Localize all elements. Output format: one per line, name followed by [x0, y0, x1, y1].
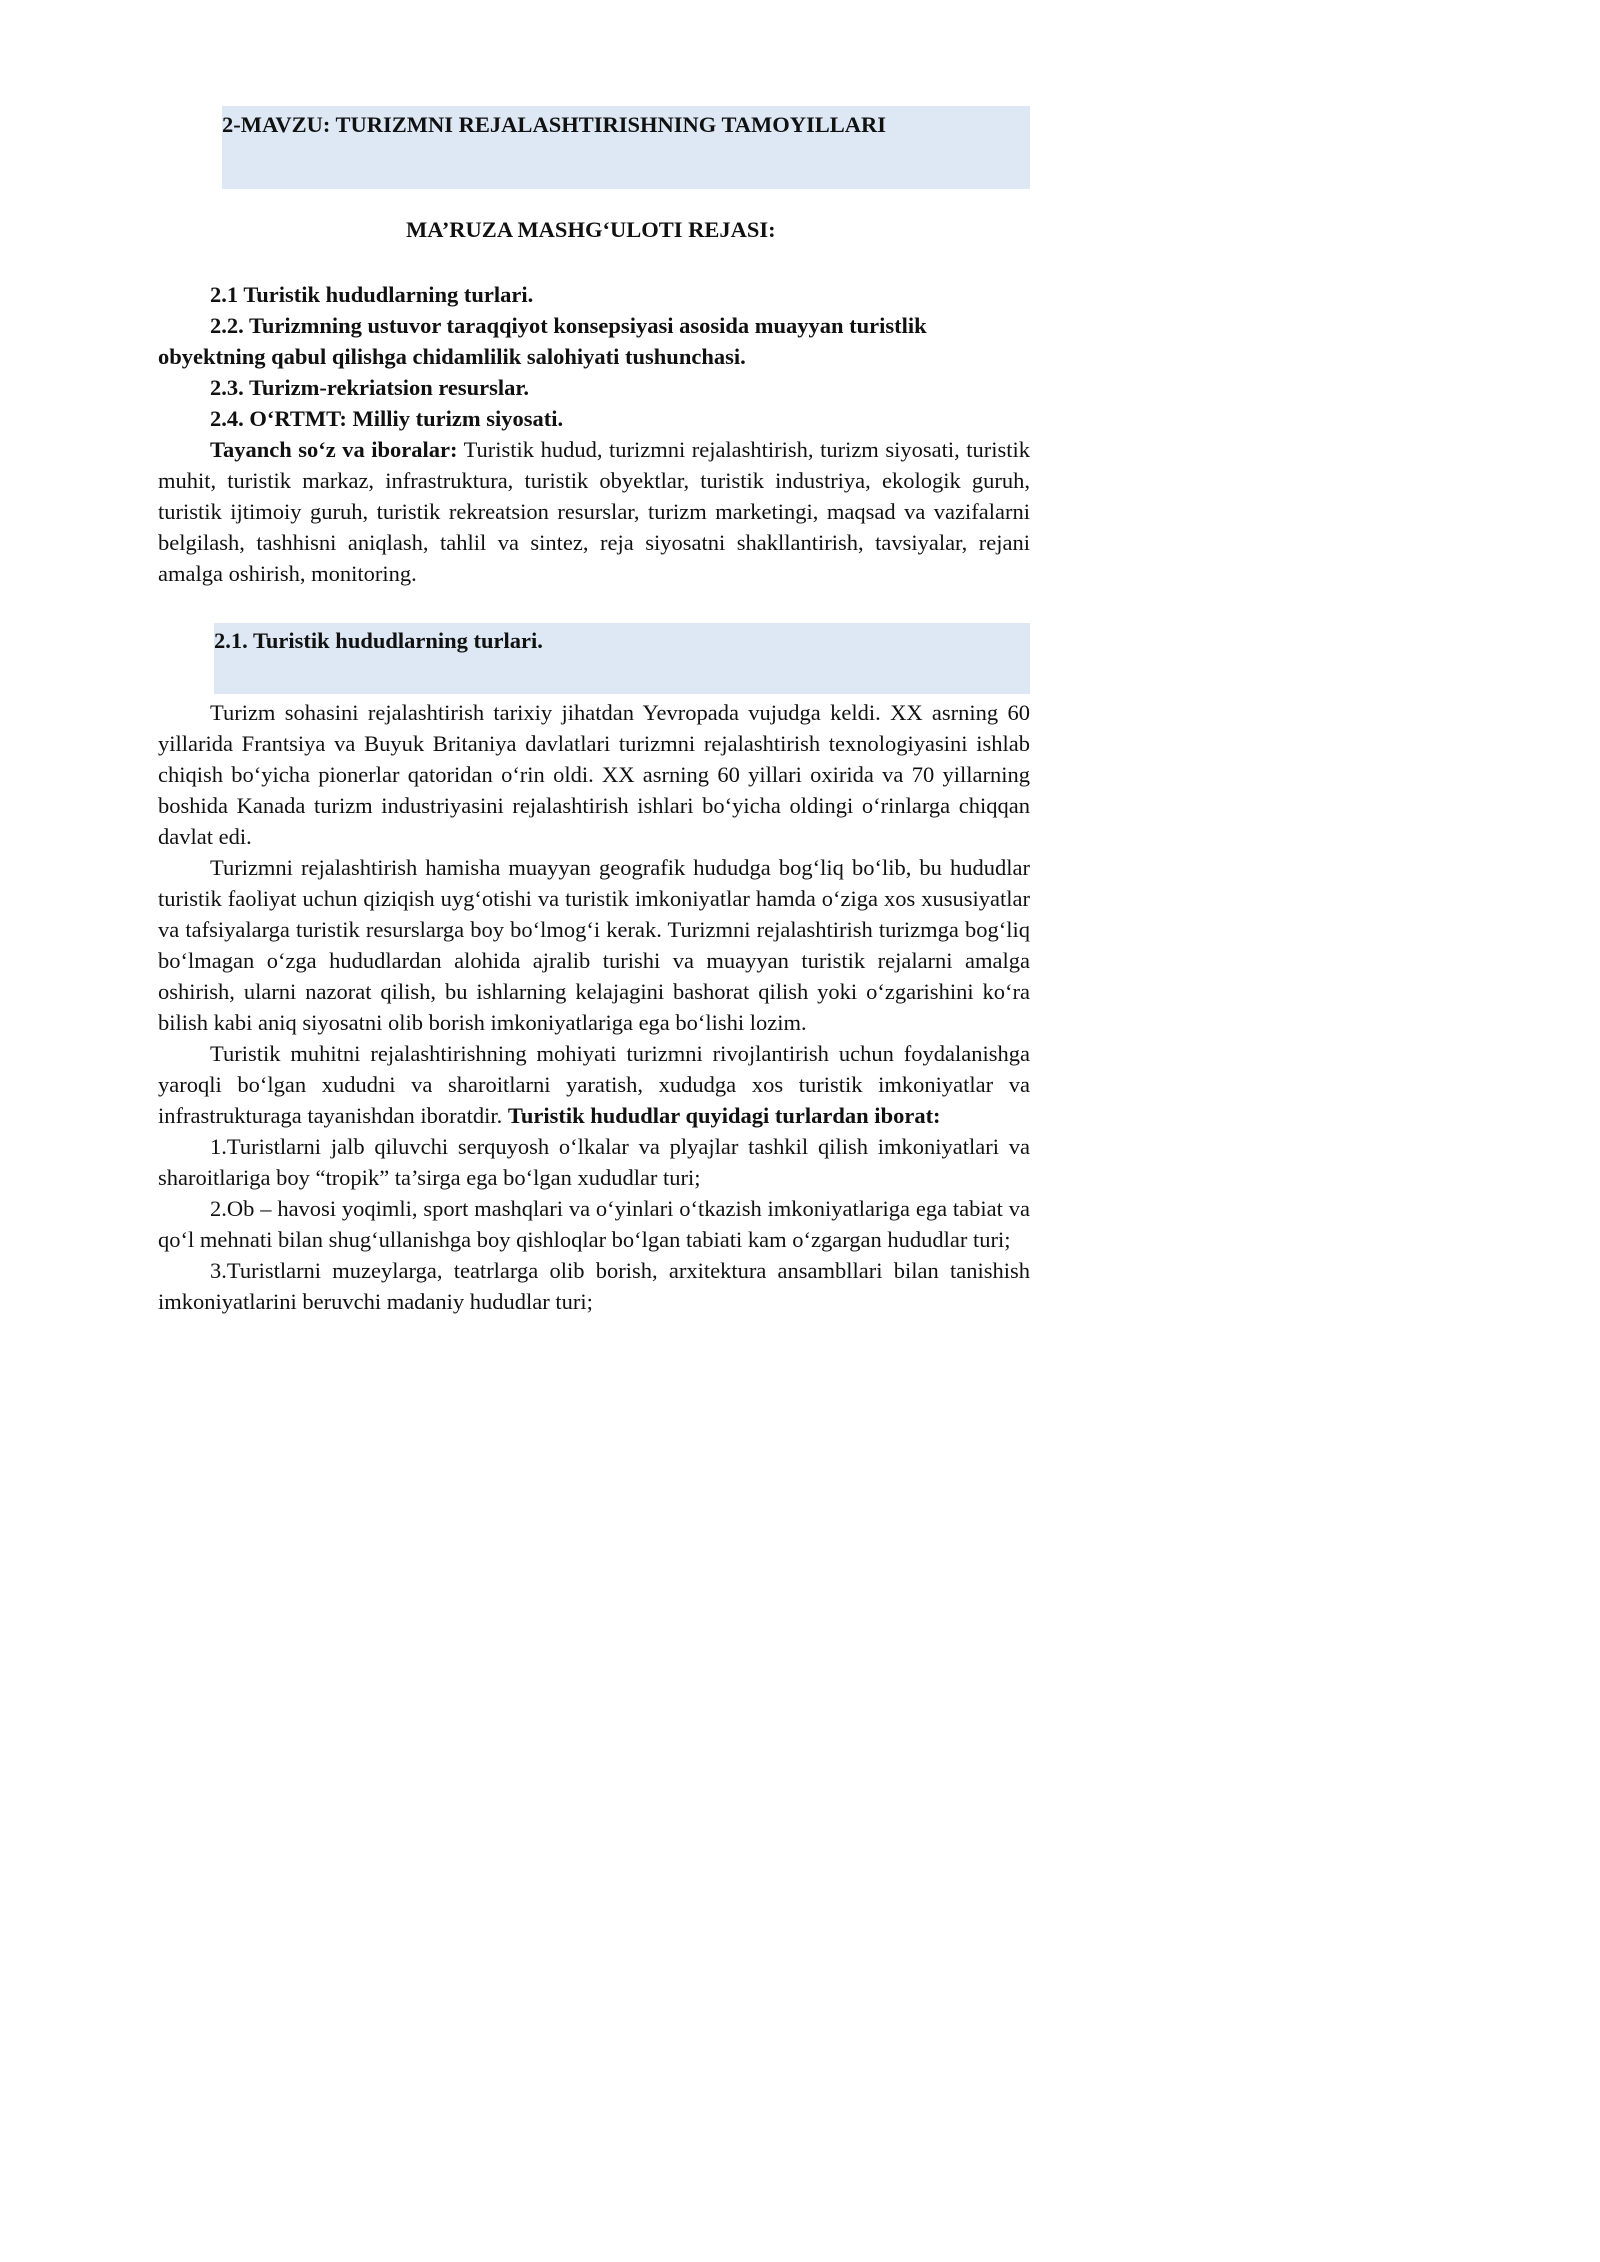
topic-title: 2-MAVZU: TURIZMNI REJALASHTIRISHNING TAMOYILLARI — [222, 112, 887, 137]
section-heading-band — [214, 623, 1030, 694]
body-paragraph: Turizmni rejalashtirish hamisha muayyan geografik hududga bog‘liq bo‘lib, bu hududlar turistik faoliyat uchun qiziqish uyg‘otishi va turistik imkoniyatlar hamda o‘ziga xos xususiyatlar va tafsiyalarga turistik resurslarga boy bo‘lmog‘i kerak. Turizmni rejalashtirish turizmga bog‘liq bo‘lmagan o‘zga hududlardan alohida ajralib turishi va muayyan turistik rejalarni amalga oshirish, ularni nazorat qilish, bu ishlarning kelajagini bashorat qilish yoki o‘zgarishini ko‘ra bilish kabi aniq siyosatni olib borish imkoniyatlariga ega bo‘lishi lozim. — [158, 855, 1030, 1035]
paragraph-text: Turistik muhitni rejalashtirishning mohiyati turizmni rivojlantirish uchun foydalanishga yaroqli bo‘lgan xududni va sharoitlarni yaratish, xududga xos turistik imkoniyatlar va infrastrukturaga tayanishdan iboratdir. — [158, 1041, 1030, 1128]
list-item: 2.Ob – havosi yoqimli, sport mashqlari va o‘yinlari o‘tkazish imkoniyatlariga ega tabiat va qo‘l mehnati bilan shug‘ullanishga boy qishloqlar bo‘lgan tabiati kam o‘zgargan hududlar turi; — [158, 1196, 1030, 1252]
body-paragraph — [158, 1038, 1030, 1131]
keywords-text: Turistik hudud, turizmni rejalashtirish, turizm siyosati, turistik muhit, turistik markaz, infrastruktura, turistik obyektlar, turistik industriya, ekologik guruh, turistik ijtimoiy guruh, turistik rekreatsion resurslar, turizm marketingi, maqsad va vazifalarni belgilash, tashhisni aniqlash, tahlil va sintez, reja siyosatni shakllantirish, tavsiyalar, rejani amalga oshirish, monitoring. — [158, 437, 1030, 586]
body-paragraph: Turizm sohasini rejalashtirish tarixiy jihatdan Yevropada vujudga keldi. XX asrning 60 yillarida Frantsiya va Buyuk Britaniya davlatlari turizmni rejalashtirish texnologiyasini ishlab chiqish bo‘yicha pionerlar qatoridan o‘rin oldi. XX asrning 60 yillari oxirida va 70 yillarning boshida Kanada turizm industriyasini rejalashtirish ishlari bo‘yicha oldingi o‘rinlarga chiqqan davlat edi. — [158, 700, 1030, 849]
plan-item: 2.2. Turizmning ustuvor taraqqiyot konsepsiyasi asosida muayyan turistlik obyektning qabul qilishga chidamlilik salohiyati tushunchasi. — [158, 313, 927, 369]
plan-item: 2.1 Turistik hududlarning turlari. — [210, 282, 534, 307]
plan-item: 2.4. O‘RTMT: Milliy turizm siyosati. — [210, 406, 564, 431]
topic-title-band — [222, 106, 1030, 189]
section-heading: 2.1. Turistik hududlarning turlari. — [214, 628, 543, 653]
list-item: 3.Turistlarni muzeylarga, teatrlarga olib borish, arxitektura ansambllari bilan tanishish imkoniyatlarini beruvchi madaniy hududlar turi; — [158, 1258, 1030, 1314]
plan-list — [158, 279, 1030, 589]
document-page — [0, 0, 1104, 1562]
paragraph-bold-lead: Turistik hududlar quyidagi turlardan iborat: — [507, 1103, 941, 1128]
plan-title: MA’RUZA MASHG‘ULOTI REJASI: — [406, 217, 776, 242]
list-item: 1.Turistlarni jalb qiluvchi serquyosh o‘lkalar va plyajlar tashkil qilish imkoniyatlari va sharoitlariga boy “tropik” ta’sirga ega bo‘lgan xududlar turi; — [158, 1134, 1030, 1190]
plan-item: 2.3. Turizm-rekriatsion resurslar. — [210, 375, 529, 400]
keywords-label: Tayanch so‘z va iboralar: — [210, 437, 458, 462]
keywords-paragraph — [158, 434, 1030, 589]
section-body — [158, 697, 1030, 1317]
